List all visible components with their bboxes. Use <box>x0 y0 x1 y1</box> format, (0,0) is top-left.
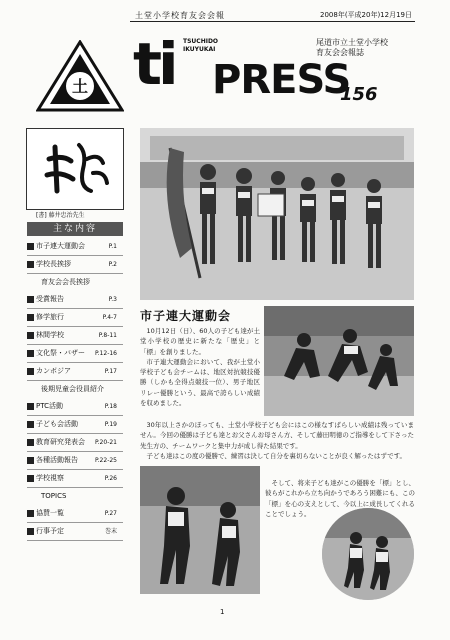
masthead-romaji <box>183 38 218 54</box>
article-title: 市子連大運動会 <box>140 309 232 323</box>
publisher <box>316 38 388 58</box>
toc-item-page: P.19 <box>104 421 117 428</box>
toc-item-label: 学校長挨拶 <box>36 260 71 268</box>
toc-item <box>27 274 123 291</box>
toc-title: 主な内容 <box>27 222 123 236</box>
toc-item-page: P.3 <box>108 296 117 303</box>
toc-item <box>27 434 123 452</box>
publisher-line-2: 育友会会報誌 <box>316 48 364 57</box>
toc-item <box>27 416 123 434</box>
publisher-line-1: 尾道市立土堂小学校 <box>316 38 388 47</box>
toc-item <box>27 398 123 416</box>
baton-photo <box>140 466 260 594</box>
header-date: 2008年(平成20年)12月19日 <box>320 11 412 19</box>
romaji-line-1: TSUCHIDO <box>183 38 219 45</box>
relay-photo <box>264 306 414 416</box>
toc-item <box>27 327 123 345</box>
toc-item-label: 修学旅行 <box>36 313 64 321</box>
toc-item-label: PTC活動 <box>36 402 63 410</box>
team-photo <box>140 128 414 300</box>
circle-photo-art <box>322 508 414 600</box>
toc-item-page: P.4-7 <box>102 314 117 321</box>
toc-item-label: 林間学校 <box>36 331 64 339</box>
toc-item-label: 子ども会活動 <box>36 420 78 428</box>
toc-item <box>27 363 123 381</box>
toc-item <box>27 470 123 488</box>
calligraphy-caption: [書] 藤井忠治先生 <box>36 212 85 219</box>
romaji-line-2: IKUYUKAI <box>183 46 216 53</box>
issue-number: 156 <box>340 84 378 105</box>
svg-text:土: 土 <box>71 77 89 96</box>
toc-item <box>27 345 123 363</box>
article-paragraph-5: そして、将来子ども達がこの優勝を「標」とし、彼らがこれから立ち向かうであろう困難にも、この「標」を心の支えとして、今以上に成長してくれることでしょう。 <box>265 479 415 518</box>
baton-photo-art <box>140 466 260 594</box>
article-body-lower <box>265 478 415 519</box>
toc-item-label: 後期児童会役員紹介 <box>41 385 104 393</box>
toc-item-page: P.20-21 <box>94 439 117 446</box>
toc-item <box>27 452 123 470</box>
masthead-ti: ti <box>133 30 175 98</box>
calligraphy-box <box>26 128 124 210</box>
toc-item-label: 学校視察 <box>36 474 64 482</box>
table-of-contents <box>27 238 123 541</box>
article-body-middle <box>140 420 414 461</box>
toc-item <box>27 523 123 541</box>
page-number: 1 <box>220 608 225 616</box>
toc-item-page: P.17 <box>104 368 117 375</box>
school-emblem-icon <box>36 40 124 116</box>
toc-item-label: 受賞報告 <box>36 295 64 303</box>
header-rule <box>130 21 415 22</box>
toc-item <box>27 488 123 505</box>
relay-photo-art <box>264 306 414 416</box>
toc-item-label: TOPICS <box>41 492 67 500</box>
toc-item-page: P.26 <box>104 475 117 482</box>
toc-item-label: 育友会会長挨拶 <box>41 278 90 286</box>
header-org: 土堂小学校育友会会報 <box>135 11 225 20</box>
circle-photo <box>322 508 414 600</box>
toc-item-label: カンボジア <box>36 367 71 375</box>
toc-item-page: 巻末 <box>104 528 117 535</box>
toc-item <box>27 291 123 309</box>
toc-item-page: P.18 <box>104 403 117 410</box>
toc-item <box>27 309 123 327</box>
toc-item-label: 文化祭・バザー <box>36 349 85 357</box>
toc-item <box>27 256 123 274</box>
toc-item-page: P.8-11 <box>98 332 117 339</box>
toc-item-page: P.27 <box>104 510 117 517</box>
article-paragraph-2: 市子連大運動会において、我が土堂小学校子ども会チームは、地区対抗競技優勝（しかも全得点競技一位）、男子地区リレー優勝という、最高で誇らしい成績を収めました。 <box>140 357 260 408</box>
toc-item-page: P.12-16 <box>94 350 117 357</box>
article-paragraph-1: 10月12日（日）、60人の子ども達が土堂小学校の歴史に新たな「歴史」と「標」を創りました。 <box>140 327 260 356</box>
toc-item-label: 各種活動報告 <box>36 456 78 464</box>
article-paragraph-3: 30年以上さかのぼっても、土堂小学校子ども会にはこの様なすばらしい成績は残っていません。今回の優勝は子ども達とお父さんお母さん方、そして藤田明徳のご指導をして下さった先生方の、チームワークと集中力が成し得た結果です。 <box>140 421 414 450</box>
toc-item-page: P.22-25 <box>94 457 117 464</box>
masthead-press: PRESS <box>212 57 351 103</box>
toc-item-page: P.2 <box>108 261 117 268</box>
toc-item <box>27 238 123 256</box>
toc-item <box>27 505 123 523</box>
team-photo-art <box>140 128 414 300</box>
toc-item-label: 教育研究発表会 <box>36 438 85 446</box>
toc-item-page: P.1 <box>108 243 117 250</box>
article-body-upper <box>140 326 260 408</box>
article-paragraph-4: 子ども達はこの度の優勝で、練習は決して自分を裏切らないことが良く解ったはずです。 <box>146 451 407 460</box>
calligraphy-artwork <box>27 129 123 209</box>
toc-item-label: 協賛一覧 <box>36 509 64 517</box>
toc-item-label: 行事予定 <box>36 527 64 535</box>
toc-item <box>27 381 123 398</box>
toc-item-label: 市子連大運動会 <box>36 242 85 250</box>
